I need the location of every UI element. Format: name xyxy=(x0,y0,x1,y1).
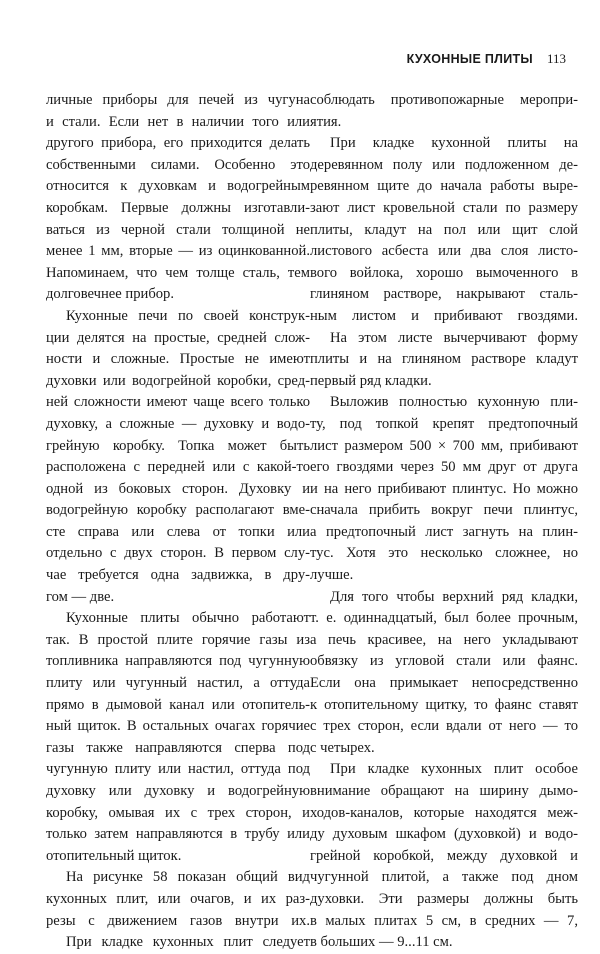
text-line: ным листом и прибивают гвоздями. xyxy=(310,307,578,324)
text-line: ходов-каналов, которые находятся меж- xyxy=(310,804,578,821)
text-line: листового асбеста или два слоя листо- xyxy=(310,243,578,260)
text-line: чугунной плитой, а также под дном xyxy=(310,869,578,886)
text-line: плиту или чугунный настил, а оттуда xyxy=(46,675,310,692)
text-line: ятия. xyxy=(310,113,342,130)
text-line: с трех сторон, если вдали от него — то xyxy=(310,718,578,735)
text-line: грейную коробку. Топка может быть xyxy=(46,437,310,454)
text-line: отдельно с двух сторон. В первом слу- xyxy=(46,545,310,562)
text-line: т. е. одиннадцатый, был более прочным, xyxy=(310,610,578,627)
text-line: и на него прибивают плинтус. Но можно xyxy=(310,480,578,497)
text-line: собственными силами. Особенно это xyxy=(46,156,310,173)
text-line: деревянном полу или подложенном де- xyxy=(310,156,578,173)
text-line: только затем направляются в трубу или xyxy=(46,826,310,843)
text-line: ту, под топкой крепят предтопочный xyxy=(310,415,578,432)
text-line: ней сложности имеют чаще всего только xyxy=(46,394,310,411)
left-column xyxy=(46,90,310,954)
text-line: сте справа или слева от топки или xyxy=(46,523,310,540)
text-line: ревянном щите до начала работы выре- xyxy=(310,178,578,195)
right-column xyxy=(310,90,578,954)
text-line: так. В простой плите горячие газы из xyxy=(46,631,310,648)
text-line: Напоминаем, что чем толще сталь, тем xyxy=(46,264,310,281)
text-line: гом — две. xyxy=(46,588,115,605)
paragraph-start-line: При кладке кухонных плит особое xyxy=(330,761,578,778)
paragraph-start-line: Выложив полностью кухонную пли- xyxy=(330,394,578,411)
text-line: зают лист кровельной стали по размеру xyxy=(310,199,578,216)
text-line: в больших — 9...11 см. xyxy=(310,934,453,951)
text-line: кухонных плит, или очагов, и их раз- xyxy=(46,890,310,907)
text-line: относится к духовкам и водогрейным xyxy=(46,178,310,195)
text-line: к отопительному щитку, то фаянс ставят xyxy=(310,696,578,713)
text-line: а печь красивее, на него укладывают xyxy=(310,631,578,648)
paragraph-start-line: Кухонные плиты обычно работают xyxy=(66,610,310,627)
text-line: ности и сложные. Простые не имеют xyxy=(46,351,310,368)
text-line: Если она примыкает непосредственно xyxy=(310,675,578,692)
text-line: духовки. Эти размеры должны быть xyxy=(310,890,578,907)
text-line: ваться из черной стали толщиной не xyxy=(46,221,310,238)
text-line: духовку, а сложные — духовку и водо- xyxy=(46,415,310,432)
paragraph-start-line: Для того чтобы верхний ряд кладки, xyxy=(330,588,578,605)
text-line: соблюдать противопожарные меропри- xyxy=(310,92,578,108)
text-line: лучше. xyxy=(310,567,354,584)
text-line: обвязку из угловой стали или фаянс. xyxy=(310,653,578,670)
text-line: расположена с передней или с какой-то xyxy=(46,459,310,476)
text-line: прямо в дымовой канал или отопитель- xyxy=(46,696,310,713)
text-line: в малых плитах 5 см, в средних — 7, xyxy=(310,912,578,929)
text-line: коробкам. Первые должны изготавли- xyxy=(46,199,310,216)
text-line: чае требуется одна задвижка, в дру- xyxy=(46,567,310,584)
text-line: и стали. Если нет в наличии того или xyxy=(46,113,310,130)
text-line: плиты и на глиняном растворе кладут xyxy=(310,351,578,368)
paragraph-start-line: На рисунке 58 показан общий вид xyxy=(66,869,310,886)
text-line: внимание обращают на ширину дымо- xyxy=(310,783,578,799)
text-line: ции делятся на простые, средней слож- xyxy=(46,329,310,346)
text-line: коробку, омывая их с трех сторон, и xyxy=(46,804,310,821)
text-line: отопительный щиток. xyxy=(46,847,182,864)
paragraph-start-line: При кладке кухонных плит следует xyxy=(66,934,310,951)
page-number: 113 xyxy=(546,51,566,66)
running-head xyxy=(407,51,566,67)
text-line: тус. Хотя это несколько сложнее, но xyxy=(310,545,578,562)
text-line: его гвоздями через 50 мм друг от друга xyxy=(310,459,578,476)
text-line: водогрейную коробку располагают вме- xyxy=(46,502,310,519)
text-line: ный щиток. В остальных очагах горячие xyxy=(46,718,310,735)
text-line: резы с движением газов внутри их. xyxy=(46,912,310,929)
text-line: другого прибора, его приходится делать xyxy=(46,135,310,152)
text-line: топливника направляются под чугунную xyxy=(46,653,310,670)
text-line: чугунную плиту или настил, оттуда под xyxy=(46,761,310,778)
text-line: газы также направляются сперва под xyxy=(46,739,310,756)
section-title: КУХОННЫЕ ПЛИТЫ xyxy=(406,52,533,66)
text-line: духовку или духовку и водогрейную xyxy=(46,783,310,799)
text-line: сначала прибить вокруг печи плинтус, xyxy=(310,502,578,519)
paragraph-start-line: При кладке кухонной плиты на xyxy=(330,135,578,152)
text-line: с четырех. xyxy=(310,739,375,756)
paragraph-start-line: На этом листе вычерчивают форму xyxy=(330,329,578,346)
text-line: грейной коробкой, между духовкой и xyxy=(310,847,578,864)
text-line: духовки или водогрейной коробки, сред- xyxy=(46,372,310,389)
text-line: ду духовым шкафом (духовкой) и водо- xyxy=(310,826,578,843)
text-line: плиты, кладут на пол или щит слой xyxy=(310,221,578,238)
text-line: глиняном растворе, накрывают сталь- xyxy=(310,286,578,303)
text-line: первый ряд кладки. xyxy=(310,372,432,389)
text-line: вого войлока, хорошо вымоченного в xyxy=(310,264,578,281)
text-line: лист размером 500 × 700 мм, прибивают xyxy=(310,437,578,454)
text-line: одной из боковых сторон. Духовку и xyxy=(46,480,310,497)
text-line: долговечнее прибор. xyxy=(46,286,174,303)
paragraph-start-line: Кухонные печи по своей конструк- xyxy=(66,307,310,324)
text-line: личные приборы для печей из чугуна xyxy=(46,92,310,108)
text-line: а предтопочный лист загнуть на плин- xyxy=(310,523,578,540)
text-line: менее 1 мм, вторые — из оцинкованной. xyxy=(46,243,310,260)
